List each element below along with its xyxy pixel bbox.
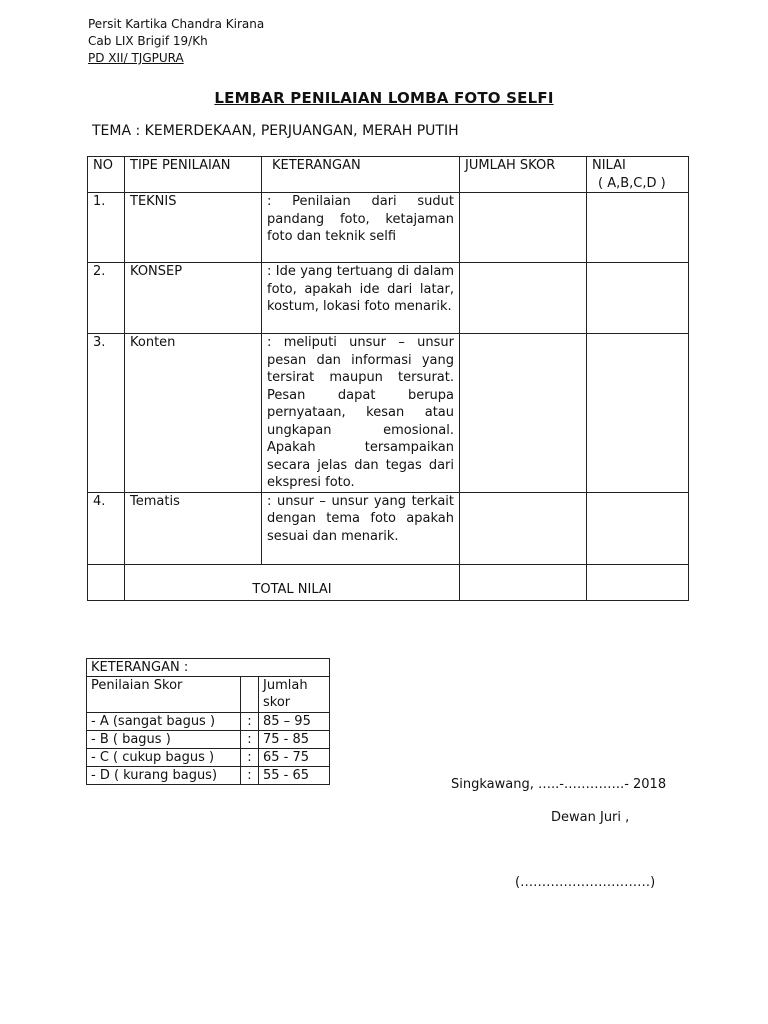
header-nilai-grades: ( A,B,C,D ) [598,175,666,191]
row-jumlah-skor-cell[interactable] [460,193,587,263]
row-no: 2. [88,263,125,334]
legend-col-range: Jumlah skor [259,677,330,713]
legend-row [87,749,330,767]
theme-line: TEMA : KEMERDEKAAN, PERJUANGAN, MERAH PUTIH [92,123,459,139]
legend-range: 55 - 65 [259,767,330,785]
org-name: Persit Kartika Chandra Kirana [88,17,265,31]
org-region: PD XII/ TJGPURA [88,51,184,65]
legend-grade: - B ( bagus ) [87,731,241,749]
legend-sep: : [241,767,259,785]
row-jumlah-skor-cell[interactable] [460,334,587,493]
legend-grade: - D ( kurang bagus) [87,767,241,785]
legend-range: 85 – 95 [259,713,330,731]
row-tipe: Tematis [125,492,262,564]
judge-role: Dewan Juri , [551,810,630,825]
row-no: 4. [88,492,125,564]
legend-sep: : [241,731,259,749]
legend-range: 75 - 85 [259,731,330,749]
header-nilai-label: NILAI [592,158,626,173]
legend-grade: - A (sangat bagus ) [87,713,241,731]
header-no: NO [88,157,125,193]
table-header-row [88,157,689,193]
organization-header [88,16,264,67]
row-keterangan: : Penilaian dari sudut pandang foto, ketajaman foto dan teknik selfi [262,193,460,263]
total-label: TOTAL NILAI [125,564,460,600]
row-keterangan: : meliputi unsur – unsur pesan dan informasi yang tersirat maupun tersurat. Pesan dapat berupa pernyataan, kesan atau ungkapan emosional. Apakah tersampaikan secara jelas dan tegas dari ekspresi foto. [262,334,460,493]
table-row [88,263,689,334]
row-tipe: TEKNIS [125,193,262,263]
header-tipe: TIPE PENILAIAN [125,157,262,193]
legend-title: KETERANGAN : [87,659,330,677]
legend-title-row [87,659,330,677]
legend-row [87,731,330,749]
row-nilai-cell[interactable] [587,263,689,334]
row-tipe: KONSEP [125,263,262,334]
row-nilai-cell[interactable] [587,334,689,493]
legend-header-row [87,677,330,713]
legend-row [87,767,330,785]
row-jumlah-skor-cell[interactable] [460,492,587,564]
legend-col-grade: Penilaian Skor [87,677,241,713]
legend-grade: - C ( cukup bagus ) [87,749,241,767]
row-keterangan: : unsur – unsur yang terkait dengan tema foto apakah sesuai dan menarik. [262,492,460,564]
row-nilai-cell[interactable] [587,492,689,564]
row-tipe: Konten [125,334,262,493]
total-jumlah-cell[interactable] [460,564,587,600]
table-row [88,193,689,263]
legend-range: 65 - 75 [259,749,330,767]
legend-col-sep [241,677,259,713]
row-no: 1. [88,193,125,263]
legend-sep: : [241,713,259,731]
org-branch: Cab LIX Brigif 19/Kh [88,34,208,48]
assessment-table [87,156,689,601]
legend-sep: : [241,749,259,767]
place-date-line: Singkawang, …..-…………..- 2018 [451,777,667,792]
legend-table [86,658,330,785]
signature-name-line: (…………………………) [515,875,656,890]
document-title: LEMBAR PENILAIAN LOMBA FOTO SELFI [214,89,554,107]
total-no-cell [88,564,125,600]
legend-row [87,713,330,731]
table-row [88,334,689,493]
row-no: 3. [88,334,125,493]
header-jumlah-skor: JUMLAH SKOR [460,157,587,193]
row-nilai-cell[interactable] [587,193,689,263]
header-keterangan: KETERANGAN [262,157,460,193]
table-row [88,492,689,564]
total-row [88,564,689,600]
header-nilai [587,157,689,193]
total-nilai-cell[interactable] [587,564,689,600]
row-keterangan: : Ide yang tertuang di dalam foto, apakah ide dari latar, kostum, lokasi foto menarik. [262,263,460,334]
row-jumlah-skor-cell[interactable] [460,263,587,334]
